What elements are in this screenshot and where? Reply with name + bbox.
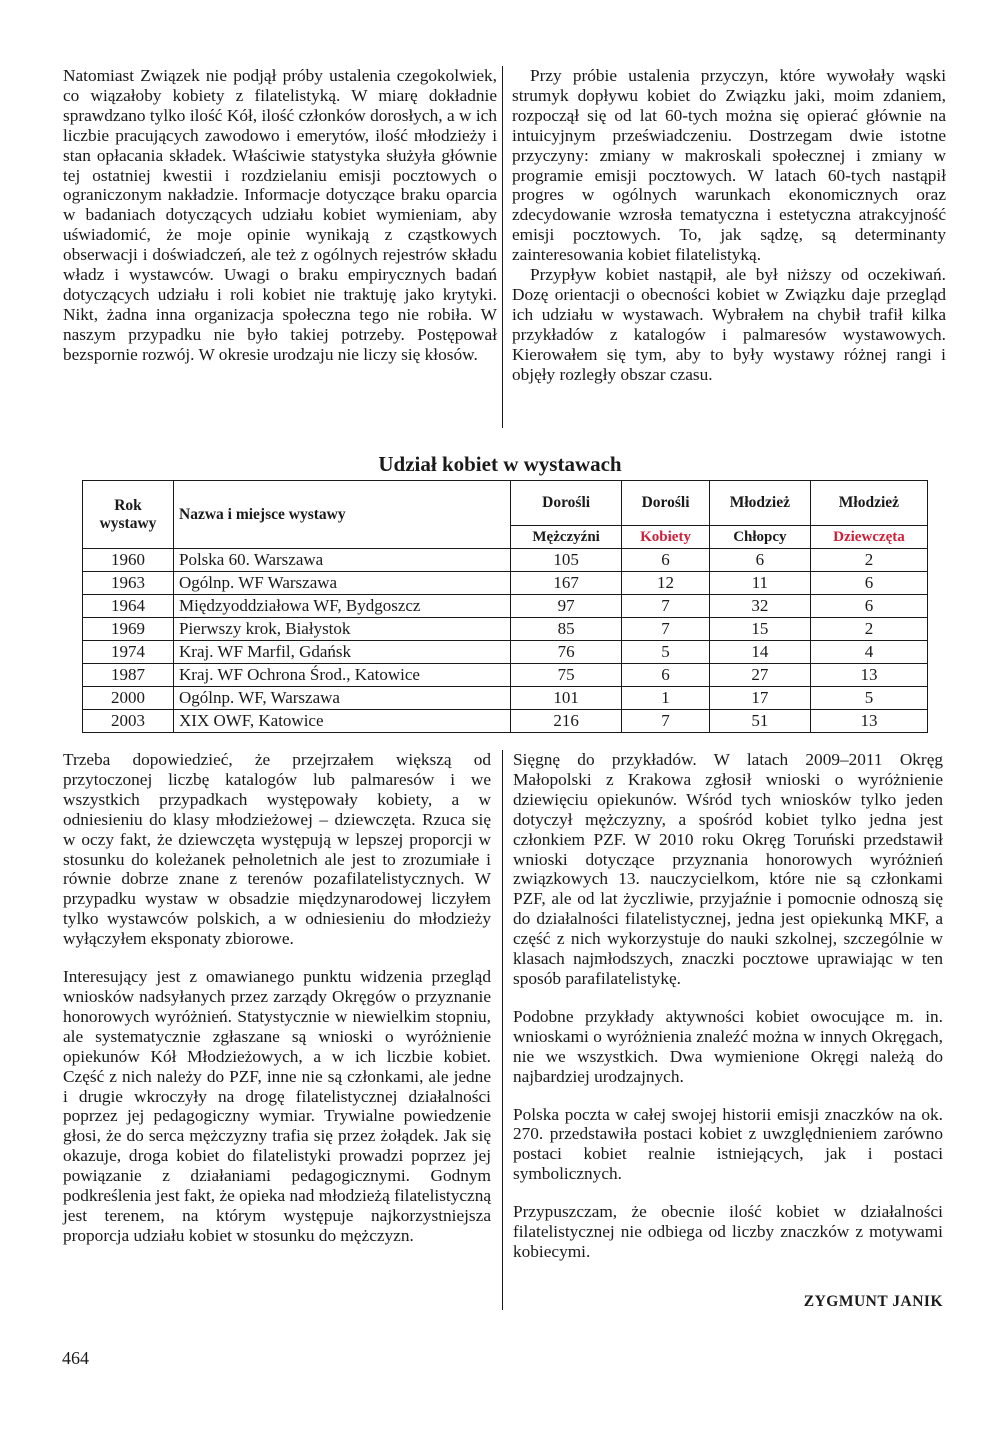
text-column-top-right <box>512 66 946 385</box>
subheader-boys: Chłopcy <box>709 526 810 549</box>
cell-girls: 13 <box>810 664 927 687</box>
table-row <box>83 641 928 664</box>
cell-women: 5 <box>622 641 710 664</box>
cell-men: 75 <box>511 664 622 687</box>
text-column-bottom-right <box>513 750 943 1262</box>
table-row <box>83 595 928 618</box>
cell-women: 7 <box>622 618 710 641</box>
table-row <box>83 664 928 687</box>
table-row <box>83 572 928 595</box>
cell-boys: 32 <box>709 595 810 618</box>
cell-girls: 2 <box>810 549 927 572</box>
subheader-men: Mężczyźni <box>511 526 622 549</box>
paragraph: Natomiast Związek nie podjął próby ustalenia czegokolwiek, co wiązałoby kobiety z filatelistyką. W miarę dokładnie sprawdzano tylko ilość Kół, ilość członków dorosłych, a w ich liczbie pracujących zawodowo i emerytów, ilość młodzieży i stan opłacania składek. Właściwie statystyka służyła głównie tej ostatniej kwestii i rozdzielaniu emisji pocztowych o ograniczonym nakładzie. Informacje dotyczące braku oparcia w badaniach dotyczących udziału kobiet wymieniam, aby uświadomić, że moje opinie wynikają z cząstkowych obserwacji i doświadczeń, ale też z ogólnych rejestrów składu władz i wystawców. Uwagi o braku empirycznych badań dotyczących udziału i roli kobiet nie traktuję jako krytyki. Nikt, żadna inna organizacja społeczna tego nie robiła. W naszym przypadku nie było takiej potrzeby. Postępował bezspornie rozwój. W okresie urodzaju nie liczy się kłosów. <box>63 66 497 364</box>
paragraph: Interesujący jest z omawianego punktu widzenia przegląd wniosków nadsyłanych przez zarządy Okręgów o przyznanie honorowych wyróżnień. Statystycznie w niewielkim stopniu, ale systematycznie zgłaszane są wnioski o wyróżnienie opiekunów Kół Młodzieżowych, a w ich liczbie kobiet. Część z nich należy do PZF, inne nie są członkami, ale jedne i drugie wkroczyły na drogę filatelistycznej działalności poprzez jej pedagogiczny wymiar. Trywialne powiedzenie głosi, że do serca mężczyzny trafia się przez żołądek. Jak się okazuje, droga kobiet do filatelistyki prowadzi poprzez jej powiązanie z działaniami pedagogicznymi. Godnym podkreślenia jest fakt, że opieka nad młodzieżą filatelistyczną jest terenem, na którym występuje najkorzystniejsza proporcja udziału kobiet w stosunku do mężczyzn. <box>63 967 492 1245</box>
cell-boys: 11 <box>709 572 810 595</box>
cell-men: 76 <box>511 641 622 664</box>
cell-name: Międzyoddziałowa WF, Bydgoszcz <box>174 595 511 618</box>
cell-boys: 51 <box>709 710 810 733</box>
text-column-bottom-left <box>63 750 491 1246</box>
cell-women: 12 <box>622 572 710 595</box>
cell-year: 1964 <box>83 595 174 618</box>
cell-year: 1987 <box>83 664 174 687</box>
cell-boys: 6 <box>709 549 810 572</box>
page-number: 464 <box>62 1348 89 1368</box>
cell-men: 167 <box>511 572 622 595</box>
table-row <box>83 687 928 710</box>
cell-boys: 14 <box>709 641 810 664</box>
cell-women: 1 <box>622 687 710 710</box>
cell-boys: 17 <box>709 687 810 710</box>
cell-name: Ogólnp. WF, Warszawa <box>174 687 511 710</box>
cell-girls: 5 <box>810 687 927 710</box>
table-title: Udział kobiet w wystawach <box>378 452 622 476</box>
table-header-row <box>83 481 928 526</box>
cell-women: 6 <box>622 664 710 687</box>
paragraph: Przypuszczam, że obecnie ilość kobiet w działalności filatelistycznej nie odbiega od liczby znaczków z motywami kobiecymi. <box>513 1202 943 1261</box>
column-divider-top <box>502 66 503 428</box>
subheader-women: Kobiety <box>622 526 710 549</box>
subheader-girls: Dziewczęta <box>810 526 927 549</box>
text-column-top-left <box>63 66 497 365</box>
cell-men: 216 <box>511 710 622 733</box>
cell-year: 2000 <box>83 687 174 710</box>
cell-year: 2003 <box>83 710 174 733</box>
cell-girls: 6 <box>810 595 927 618</box>
table-row <box>83 618 928 641</box>
header-group: Młodzież <box>810 481 927 526</box>
cell-girls: 6 <box>810 572 927 595</box>
cell-girls: 13 <box>810 710 927 733</box>
cell-name: Kraj. WF Ochrona Środ., Katowice <box>174 664 511 687</box>
cell-name: Ogólnp. WF Warszawa <box>174 572 511 595</box>
table-row <box>83 710 928 733</box>
paragraph: Przypływ kobiet nastąpił, ale był niższy od oczekiwań. Dozę orientacji o obecności kobiet w Związku daje przegląd ich udziału w wystawach. Wybrałem na chybił trafił kilka przykładów z katalogów i palmaresów wystawowych. Kierowałem się tym, aby to były wystawy różnej rangi i objęły rozległy obszar czasu. <box>512 265 946 384</box>
cell-name: Polska 60. Warszawa <box>174 549 511 572</box>
cell-men: 105 <box>511 549 622 572</box>
cell-men: 97 <box>511 595 622 618</box>
cell-year: 1960 <box>83 549 174 572</box>
header-group: Dorośli <box>511 481 622 526</box>
cell-year: 1963 <box>83 572 174 595</box>
paragraph: Podobne przykłady aktywności kobiet owocujące m. in. wnioskami o wyróżnienia znaleźć można w innych Okręgach, nie we wszystkich. Dwa wymienione Okręgi należą do najbardziej urodzajnych. <box>513 1006 943 1086</box>
cell-girls: 2 <box>810 618 927 641</box>
cell-boys: 15 <box>709 618 810 641</box>
header-group: Dorośli <box>622 481 710 526</box>
paragraph: Sięgnę do przykładów. W latach 2009–2011 Okręg Małopolski z Krakowa zgłosił wnioski o wyróżnienie dziewięciu opiekunów. Wśród tych wniosków tylko jeden dotyczył mężczyzny, a spośród kobiet tylko jedna jest członkiem PZF. W 2010 roku Okręg Toruński przedstawił wnioski dotyczące przyznania honorowych wyróżnień związkowych 13. nauczycielkom, które nie są członkami PZF, ale od lat życzliwie, przyjaźnie i pomocnie odnoszą się do działalności filatelistycznej, jedna jest opiekunką MKF, a część z nich wykorzystuje do nauki szkolnej, szczególnie w klasach najmłodszych, znaczki pocztowe uprawiając w ten sposób parafilatelistykę. <box>513 750 943 988</box>
paragraph: Polska poczta w całej swojej historii emisji znaczków na ok. 270. przedstawiła postaci kobiet z uwzględnieniem zarówno postaci kobiet realnie istniejących, jak i postaci symbolicznych. <box>513 1104 943 1184</box>
cell-women: 7 <box>622 595 710 618</box>
header-name: Nazwa i miejsce wystawy <box>174 481 511 549</box>
cell-year: 1974 <box>83 641 174 664</box>
header-group: Młodzież <box>709 481 810 526</box>
author-signature: ZYGMUNT JANIK <box>803 1293 943 1310</box>
cell-name: Kraj. WF Marfil, Gdańsk <box>174 641 511 664</box>
cell-name: XIX OWF, Katowice <box>174 710 511 733</box>
cell-girls: 4 <box>810 641 927 664</box>
cell-year: 1969 <box>83 618 174 641</box>
cell-name: Pierwszy krok, Białystok <box>174 618 511 641</box>
cell-boys: 27 <box>709 664 810 687</box>
table-row <box>83 549 928 572</box>
column-divider-bottom <box>502 750 503 1310</box>
header-year: Rok wystawy <box>83 481 174 549</box>
cell-women: 7 <box>622 710 710 733</box>
exhibitions-table <box>82 480 928 733</box>
cell-women: 6 <box>622 549 710 572</box>
cell-men: 85 <box>511 618 622 641</box>
paragraph: Trzeba dopowiedzieć, że przejrzałem większą od przytoczonej liczbę katalogów lub palmaresów i we wszystkich przypadkach występowały kobiety, a w odniesieniu do klasy młodzieżowej – dziewczęta. Rzuca się w oczy fakt, że dziewczęta występują w lepszej proporcji w stosunku do koleżanek pełnoletnich ale jest to zrozumiałe i równie dobrze znane z terenów pozafilatelistycznych. W przypadku wystaw w obsadzie międzynarodowej liczyłem tylko wystawców polskich, a w odniesieniu do młodzieży wyłączyłem eksponaty zbiorowe. <box>63 750 491 949</box>
cell-men: 101 <box>511 687 622 710</box>
paragraph: Przy próbie ustalenia przyczyn, które wywołały wąski strumyk dopływu kobiet do Związku jaki, moim zdaniem, rozpoczął się od lat 60-tych można się opierać głównie na intuicyjnym przeświadczeniu. Dostrzegam dwie istotne przyczyny: zmiany w makroskali społecznej i zmiany w programie emisji pocztowych. W latach 60-tych nastąpił progres w ogólnych warunkach ekonomicznych oraz zdecydowanie wzrosła tematyczna i estetyczna atrakcyjność emisji pocztowych. To, jak sądzę, są determinanty zainteresowania kobiet filatelistyką. <box>512 66 946 265</box>
